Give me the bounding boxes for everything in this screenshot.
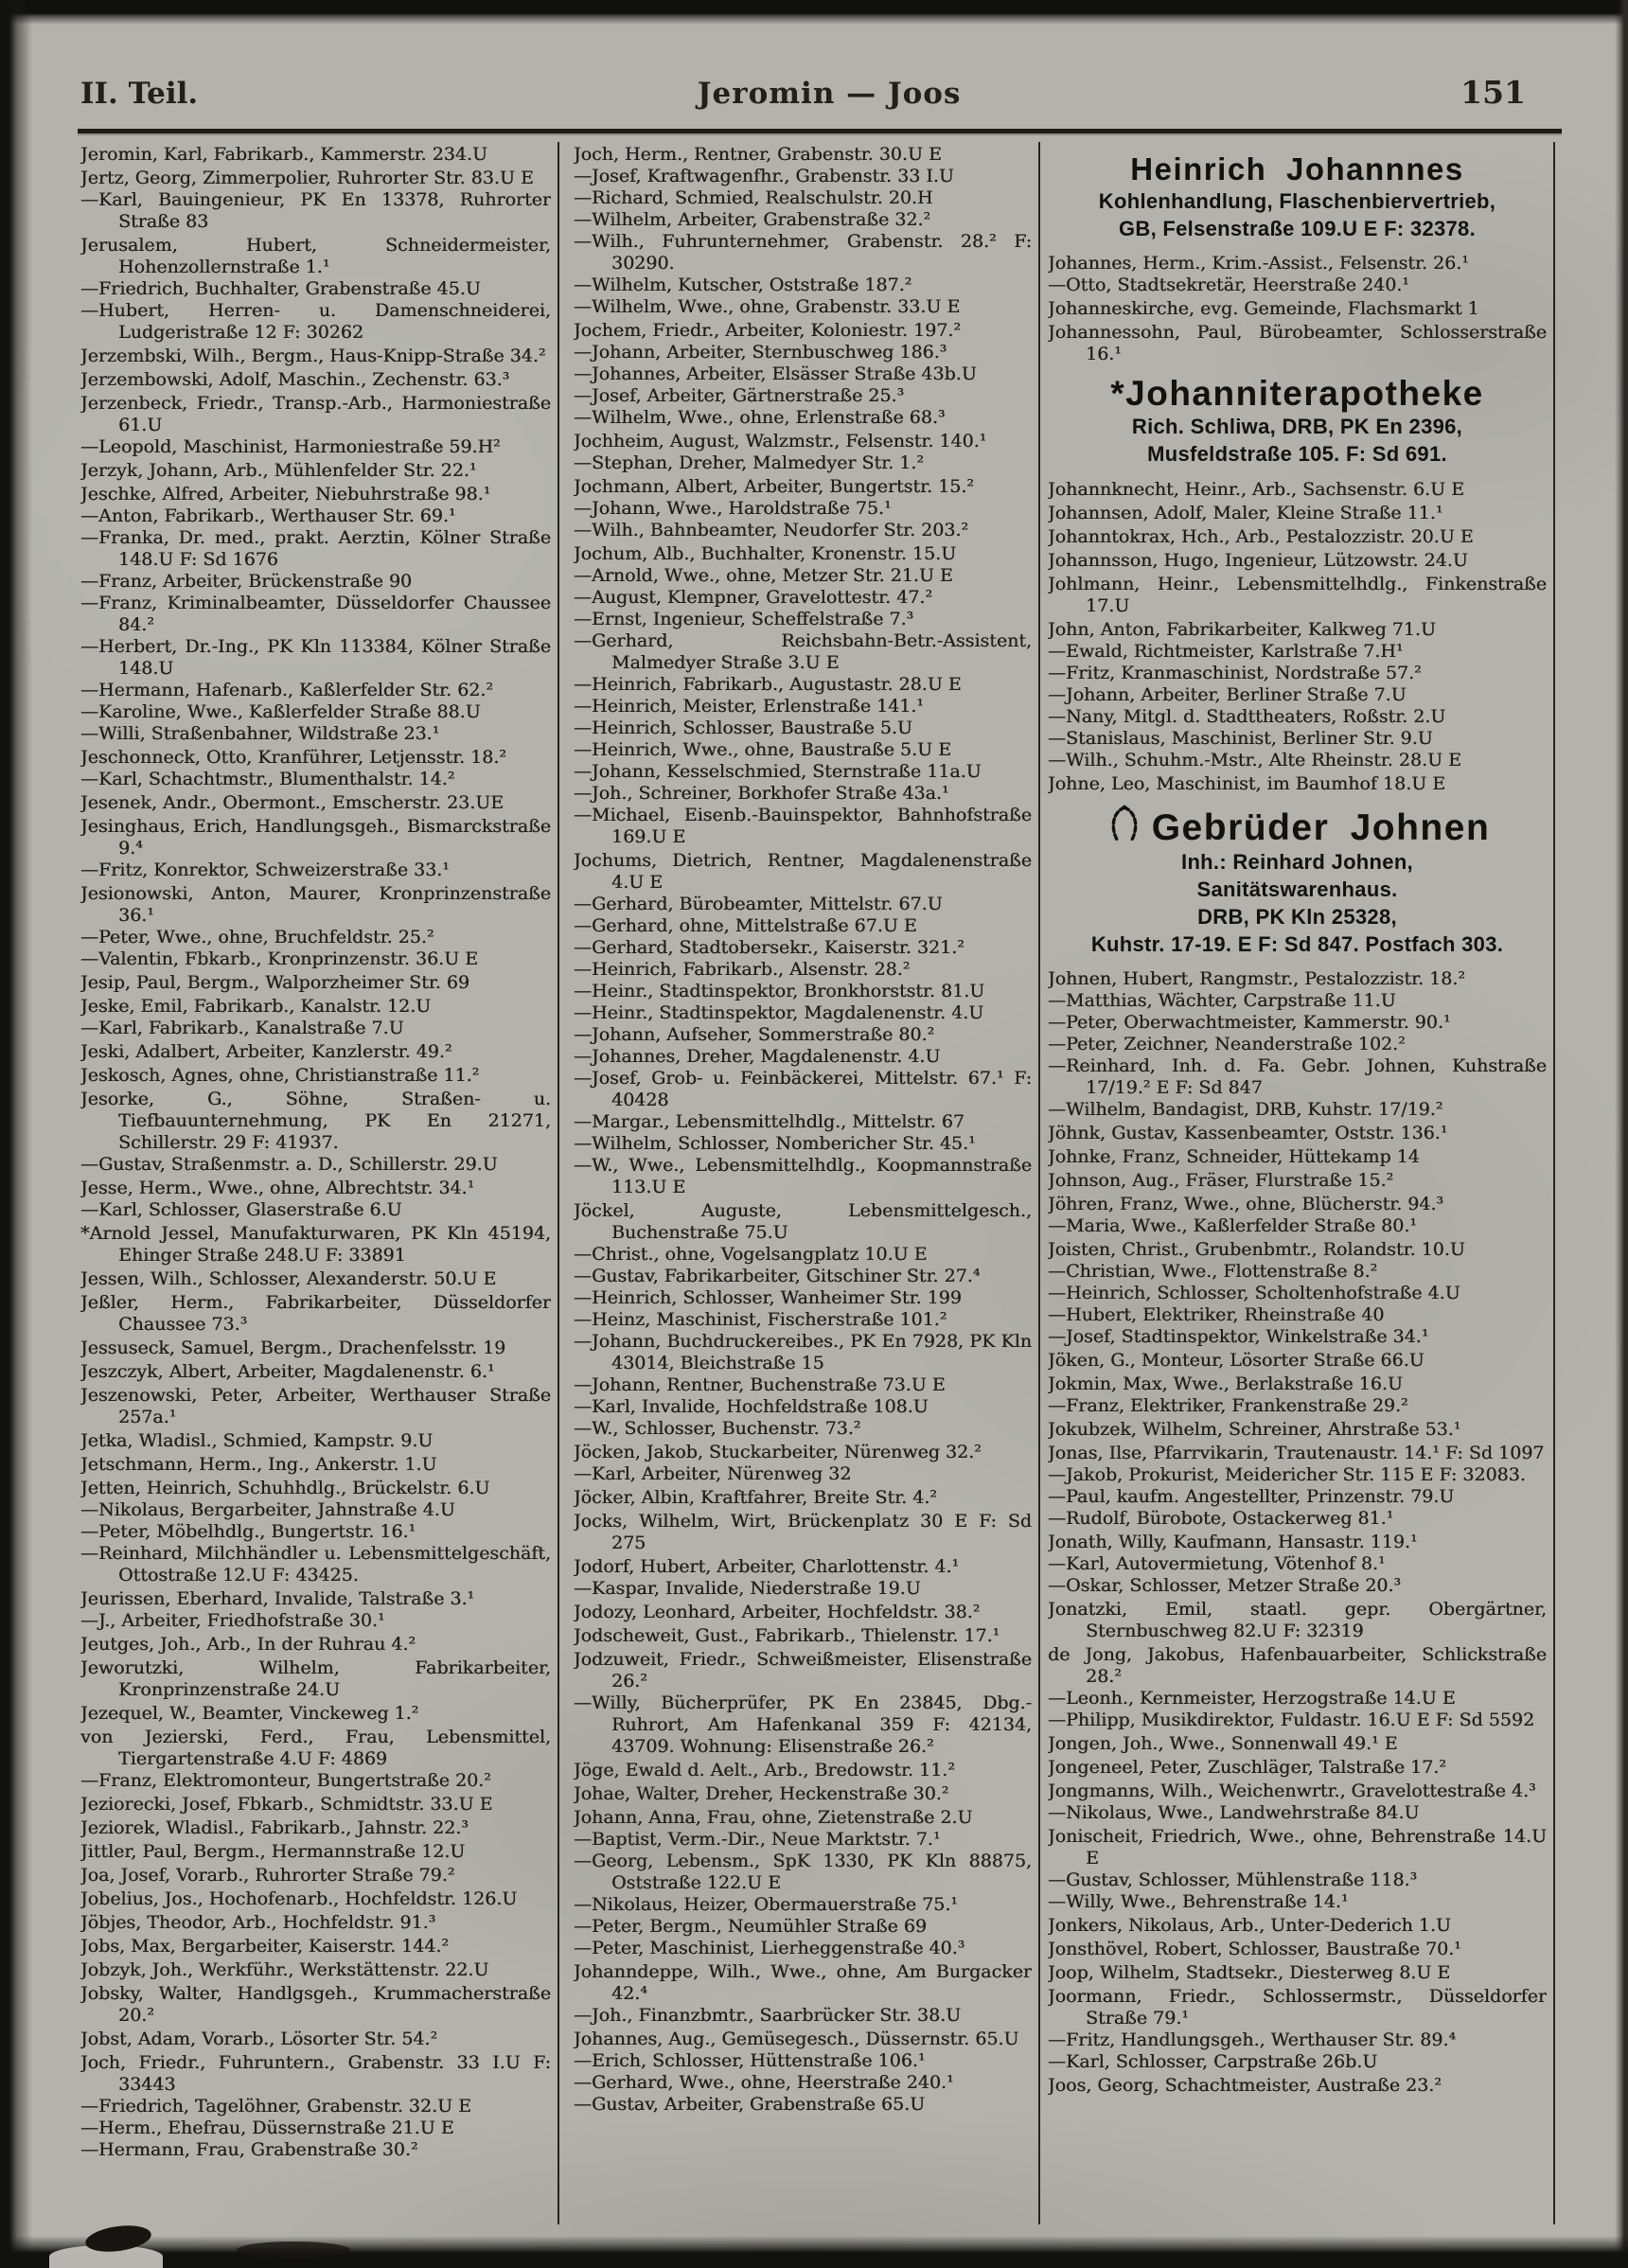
directory-entry: Jerzembowski, Adolf, Maschin., Zechenstr. 63.³ (80, 369, 510, 390)
directory-entry: Jeßler, Herm., Fabrikarbeiter, Düsseldorfer Chaussee 73.³ (80, 1292, 551, 1335)
directory-entry: Jeszenowski, Peter, Arbeiter, Werthauser Straße 257a.¹ (80, 1385, 551, 1427)
directory-entry: Jetschmann, Herm., Ing., Ankerstr. 1.U (80, 1454, 437, 1475)
directory-entry: —Karl, Autovermietung, Vötenhof 8.¹ (1048, 1553, 1386, 1575)
directory-entry: —Peter, Oberwachtmeister, Kammerstr. 90.¹ (1048, 1012, 1451, 1034)
directory-entry: —Willy, Wwe., Behrenstraße 14.¹ (1048, 1891, 1349, 1913)
directory-entry: —Herm., Ehefrau, Düssernstraße 21.U E (80, 2117, 454, 2138)
directory-entry: —Heinr., Stadtinspektor, Magdalenenstr. 4.U (574, 1002, 984, 1023)
directory-entry: Jonsthövel, Robert, Schlosser, Baustraße 70.¹ (1048, 1939, 1461, 1960)
directory-entry: —Wilhelm, Wwe., ohne, Erlenstraße 68.³ (574, 407, 946, 428)
directory-entry: —August, Klempner, Gravelottestr. 47.² (574, 587, 932, 608)
directory-entry: Jesse, Herm., Wwe., ohne, Albrechtstr. 34.¹ (80, 1178, 475, 1198)
ad-title: Heinrich Johannnes (1130, 151, 1464, 186)
directory-entry: Jerusalem, Hubert, Schneidermeister, Hohenzollernstraße 1.¹ (80, 235, 551, 277)
directory-entry: Jöckel, Auguste, Lebensmittelgesch., Buchenstraße 75.U (574, 1200, 1032, 1243)
running-title: Jeromin — Joos (697, 77, 962, 111)
directory-entry: John, Anton, Fabrikarbeiter, Kalkweg 71.U (1048, 618, 1436, 640)
directory-entry: —Heinrich, Wwe., ohne, Baustraße 5.U E (574, 739, 951, 760)
directory-entry: —Peter, Maschinist, Lierheggenstraße 40.³ (574, 1938, 965, 1958)
directory-entry: Jodzuweit, Friedr., Schweißmeister, Elisenstraße 26.² (574, 1649, 1032, 1692)
directory-entry: —Gerhard, Bürobeamter, Mittelstr. 67.U (574, 894, 943, 914)
directory-entry: Johanneskirche, evg. Gemeinde, Flachsmarkt 1 (1048, 298, 1479, 320)
directory-entry: Jongen, Joh., Wwe., Sonnenwall 49.¹ E (1048, 1733, 1398, 1755)
directory-entry: Jittler, Paul, Bergm., Hermannstraße 12.U (80, 1841, 466, 1862)
directory-entry: —Nikolaus, Heizer, Obermauerstraße 75.¹ (574, 1894, 958, 1915)
ink-blotch (237, 2241, 350, 2259)
directory-entry: —Wilhelm, Kutscher, Oststraße 187.² (574, 275, 912, 295)
ad-title: *Johanniterapotheke (1110, 374, 1484, 414)
directory-entry: —Wilhelm, Arbeiter, Grabenstraße 32.² (574, 209, 931, 230)
directory-entry: —Hubert, Herren- u. Damenschneiderei, Ludgeristraße 12 F: 30262 (80, 300, 551, 343)
directory-entry: —Joh., Finanzbmtr., Saarbrücker Str. 38.U (574, 2005, 962, 2026)
directory-entry: Johlmann, Heinr., Lebensmittelhdlg., Finkenstraße 17.U (1048, 573, 1547, 616)
directory-entry: —Herbert, Dr.-Ing., PK Kln 113384, Kölner Straße 148.U (80, 636, 551, 679)
directory-entry: —J., Arbeiter, Friedhofstraße 30.¹ (80, 1610, 385, 1631)
gebrueder-johnen-ad (1048, 804, 1547, 959)
ad-line: DRB, PK Kln 25328, (1197, 905, 1397, 930)
ad-line: GB, Felsenstraße 109.U E F: 32378. (1118, 216, 1477, 240)
directory-entry: Jertz, Georg, Zimmerpolier, Ruhrorter Str. 83.U E (80, 168, 534, 188)
directory-entry: Jeski, Adalbert, Arbeiter, Kanzlerstr. 49.² (80, 1041, 452, 1062)
directory-entry: Johne, Leo, Maschinist, im Baumhof 18.U E (1048, 772, 1446, 794)
directory-entry: —Karl, Invalide, Hochfeldstraße 108.U (574, 1396, 929, 1417)
directory-entry: Jochum, Alb., Buchhalter, Kronenstr. 15.U (574, 543, 957, 564)
ad-line: Rich. Schliwa, DRB, PK En 2396, (1131, 415, 1463, 439)
directory-entry: —Fritz, Kranmaschinist, Nordstraße 57.² (1048, 662, 1422, 683)
directory-entry: —Johann, Wwe., Haroldstraße 75.¹ (574, 498, 892, 519)
directory-entry: —Heinz, Maschinist, Fischerstraße 101.² (574, 1309, 947, 1330)
directory-entry: —Franz, Arbeiter, Brückenstraße 90 (80, 571, 413, 592)
directory-entry: —Ewald, Richtmeister, Karlstraße 7.H¹ (1048, 640, 1404, 662)
directory-entry: —Johann, Rentner, Buchenstraße 73.U E (574, 1374, 946, 1395)
directory-entry: —Johann, Buchdruckereibes., PK En 7928, PK Kln 43014, Bleichstraße 15 (574, 1331, 1032, 1373)
directory-entry: Joa, Josef, Vorarb., Ruhrorter Straße 79.² (80, 1865, 455, 1886)
column-3 (1048, 144, 1547, 2224)
directory-entry: Jochheim, August, Walzmstr., Felsenstr. 140.¹ (574, 431, 987, 452)
directory-entry: —Otto, Stadtsekretär, Heerstraße 240.¹ (1048, 275, 1409, 296)
directory-entry: —Heinrich, Schlosser, Wanheimer Str. 199 (574, 1287, 962, 1308)
directory-entry: —Fritz, Handlungsgeh., Werthauser Str. 89.⁴ (1048, 2029, 1457, 2051)
directory-entry: Jeziorecki, Josef, Fbkarb., Schmidtstr. 33.U E (80, 1794, 493, 1815)
directory-entry: —Johannes, Dreher, Magdalenenstr. 4.U (574, 1046, 941, 1067)
directory-entry: Johann, Anna, Frau, ohne, Zietenstraße 2.U (574, 1807, 973, 1828)
directory-entry: —Peter, Zeichner, Neanderstraße 102.² (1048, 1034, 1406, 1055)
directory-entry: Jokmin, Max, Wwe., Berlakstraße 16.U (1048, 1373, 1403, 1395)
directory-entry: Jöcken, Jakob, Stuckarbeiter, Nürenweg 32.² (574, 1442, 982, 1462)
directory-entry: —Peter, Bergm., Neumühler Straße 69 (574, 1916, 927, 1937)
directory-entry: —Nikolaus, Wwe., Landwehrstraße 84.U (1048, 1802, 1420, 1824)
section-label: II. Teil. (80, 77, 199, 111)
directory-entry: Jezequel, W., Beamter, Vinckeweg 1.² (80, 1703, 419, 1724)
directory-entry: —Stephan, Dreher, Malmedyer Str. 1.² (574, 452, 924, 473)
directory-entry: —Nikolaus, Bergarbeiter, Jahnstraße 4.U (80, 1499, 455, 1520)
directory-entry: Jetka, Wladisl., Schmied, Kampstr. 9.U (80, 1430, 434, 1451)
directory-entry: —Josef, Grob- u. Feinbäckerei, Mittelstr. 67.¹ F: 40428 (574, 1068, 1032, 1110)
directory-entry: —Stanislaus, Maschinist, Berliner Str. 9.U (1048, 727, 1433, 749)
directory-entry: —Hubert, Elektriker, Rheinstraße 40 (1048, 1304, 1385, 1326)
directory-entry: Jerzyk, Johann, Arb., Mühlenfelder Str. 22.¹ (80, 460, 477, 481)
directory-entry: —Gerhard, ohne, Mittelstraße 67.U E (574, 915, 917, 936)
directory-entry: Jeschke, Alfred, Arbeiter, Niebuhrstraße 98.¹ (80, 484, 491, 505)
directory-entry: —Reinhard, Milchhändler u. Lebensmittelgeschäft, Ottostraße 12.U F: 43425. (80, 1543, 551, 1586)
directory-entry: —Rudolf, Bürobote, Ostackerweg 81.¹ (1048, 1508, 1394, 1530)
directory-entry: Jesionowski, Anton, Maurer, Kronprinzenstraße 36.¹ (80, 883, 551, 926)
directory-entry: Jesinghaus, Erich, Handlungsgeh., Bismarckstraße 9.⁴ (80, 816, 551, 859)
scan-edge-right (1615, 0, 1628, 2268)
ad-line: Kohlenhandlung, Flaschenbiervertrieb, (1098, 188, 1496, 213)
directory-entry: Jonatzki, Emil, staatl. gepr. Obergärtner, Sternbuschweg 82.U F: 32319 (1048, 1599, 1547, 1642)
directory-entry: —Leonh., Kernmeister, Herzogstraße 14.U E (1048, 1688, 1456, 1710)
directory-entry: —Karl, Bauingenieur, PK En 13378, Ruhrorter Straße 83 (80, 189, 551, 232)
directory-entry: Jöbjes, Theodor, Arb., Hochfeldstr. 91.³ (80, 1912, 436, 1933)
directory-entry: —Johann, Aufseher, Sommerstraße 80.² (574, 1024, 935, 1045)
directory-entry: —Gerhard, Stadtobersekr., Kaiserstr. 321.² (574, 937, 964, 958)
directory-entry: —Fritz, Konrektor, Schweizerstraße 33.¹ (80, 859, 450, 880)
directory-entry: Johnke, Franz, Schneider, Hüttekamp 14 (1048, 1146, 1420, 1168)
directory-entry: —Franz, Elektriker, Frankenstraße 29.² (1048, 1395, 1408, 1417)
directory-entry: —Wilhelm, Schlosser, Nombericher Str. 45.¹ (574, 1133, 976, 1154)
directory-entry: —Richard, Schmied, Realschulstr. 20.H (574, 187, 933, 208)
directory-entry: Jesip, Paul, Bergm., Walporzheimer Str. 69 (80, 972, 469, 993)
directory-entry: —Karl, Schlosser, Glaserstraße 6.U (80, 1199, 402, 1220)
page-header (80, 74, 1554, 111)
directory-entry: —Johannes, Arbeiter, Elsässer Straße 43b.U (574, 363, 977, 384)
scan-edge-top (0, 0, 1628, 25)
directory-entry: Joch, Friedr., Fuhruntern., Grabenstr. 33 I.U F: 33443 (80, 2052, 551, 2095)
directory-entry: —Karl, Fabrikarb., Kanalstraße 7.U (80, 1018, 404, 1038)
heinrich-johannnes-ad (1048, 152, 1547, 242)
scan-edge-left (0, 0, 32, 2268)
directory-entry: —Valentin, Fbkarb., Kronprinzenstr. 36.U E (80, 948, 479, 969)
ad-line: Musfeldstraße 105. F: Sd 691. (1147, 442, 1447, 467)
directory-entry: Joisten, Christ., Grubenbmtr., Rolandstr. 10.U (1048, 1239, 1465, 1261)
directory-entry: Johnen, Hubert, Rangmstr., Pestalozzistr. 18.² (1048, 968, 1465, 990)
directory-entry: Jocks, Wilhelm, Wirt, Brückenplatz 30 E F: Sd 275 (574, 1511, 1032, 1553)
directory-entry: Jerzembski, Wilh., Bergm., Haus-Knipp-Straße 34.² (80, 346, 546, 366)
directory-entry: Jeworutzki, Wilhelm, Fabrikarbeiter, Kronprinzenstraße 24.U (80, 1657, 551, 1700)
directory-entry: —Arnold, Wwe., ohne, Metzer Str. 21.U E (574, 565, 953, 586)
directory-entry: Jokubzek, Wilhelm, Schreiner, Ahrstraße 53.¹ (1048, 1419, 1461, 1441)
directory-entry: Jodorf, Hubert, Arbeiter, Charlottenstr. 4.¹ (574, 1556, 960, 1577)
directory-entry: Jobzyk, Joh., Werkführ., Werkstättenstr. 22.U (80, 1959, 489, 1980)
directory-entry: —Jakob, Prokurist, Meidericher Str. 115 E F: 32083. (1048, 1464, 1526, 1486)
column-2 (574, 144, 1032, 2224)
directory-entry: —Franka, Dr. med., prakt. Aerztin, Kölner Straße 148.U F: Sd 1676 (80, 527, 551, 570)
directory-entry: —Baptist, Verm.-Dir., Neue Marktstr. 7.¹ (574, 1829, 941, 1850)
directory-entry: —Margar., Lebensmittelhdlg., Mittelstr. 67 (574, 1111, 964, 1132)
directory-entry: —Gustav, Fabrikarbeiter, Gitschiner Str. 27.⁴ (574, 1266, 981, 1286)
directory-entry: —Josef, Kraftwagenfhr., Grabenstr. 33 I.U (574, 166, 954, 186)
directory-entry: —Franz, Elektromonteur, Bungertstraße 20.² (80, 1770, 491, 1791)
directory-entry: Jonkers, Nikolaus, Arb., Unter-Dederich 1.U (1048, 1915, 1451, 1937)
directory-entry: Joormann, Friedr., Schlossermstr., Düsseldorfer Straße 79.¹ (1048, 1986, 1547, 2029)
directory-entry: Jetten, Heinrich, Schuhhdlg., Brückelstr. 6.U (80, 1478, 490, 1498)
directory-entry: Jochums, Dietrich, Rentner, Magdalenenstraße 4.U E (574, 850, 1032, 893)
ad-line: Sanitätswarenhaus. (1196, 877, 1398, 902)
directory-entry: —Ernst, Ingenieur, Scheffelstraße 7.³ (574, 609, 914, 629)
directory-entry: —Heinrich, Fabrikarb., Alsenstr. 28.² (574, 959, 911, 980)
directory-entry: —Willy, Bücherprüfer, PK En 23845, Dbg.-Ruhrort, Am Hafenkanal 359 F: 42134, 43709. Wohnung: Elisenstraße 26.² (574, 1692, 1032, 1757)
ad-line: Kuhstr. 17-19. E F: Sd 847. Postfach 303. (1090, 932, 1504, 957)
directory-entry: —Gerhard, Wwe., ohne, Heerstraße 240.¹ (574, 2072, 954, 2093)
directory-entry: Jerzenbeck, Friedr., Transp.-Arb., Harmoniestraße 61.U (80, 393, 551, 435)
directory-entry: Jeurissen, Eberhard, Invalide, Talstraße 3.¹ (80, 1588, 475, 1609)
directory-entry: Jobsky, Walter, Handlgsgeh., Krummacherstraße 20.² (80, 1983, 551, 2026)
column-divider-2 (1038, 142, 1040, 2224)
directory-entry: —Anton, Fabrikarb., Werthauser Str. 69.¹ (80, 505, 456, 526)
directory-entry: —Heinrich, Fabrikarb., Augustastr. 28.U E (574, 674, 962, 695)
directory-entry: —Josef, Arbeiter, Gärtnerstraße 25.³ (574, 385, 905, 406)
directory-entry: Jochem, Friedr., Arbeiter, Koloniestr. 197.² (574, 320, 961, 341)
johanniterapotheke-ad (1048, 374, 1547, 469)
directory-entry: —W., Schlosser, Buchenstr. 73.² (574, 1418, 861, 1439)
header-rule (78, 129, 1562, 133)
directory-entry: Joop, Wilhelm, Stadtsekr., Diesterweg 8.U E (1048, 1962, 1451, 1984)
directory-entry: —Gustav, Arbeiter, Grabenstraße 65.U (574, 2094, 926, 2115)
directory-entry: —Philipp, Musikdirektor, Fuldastr. 16.U E F: Sd 5592 (1048, 1710, 1535, 1731)
directory-entry: Jobs, Max, Bergarbeiter, Kaiserstr. 144.² (80, 1936, 449, 1957)
directory-entry: —Franz, Kriminalbeamter, Düsseldorfer Chaussee 84.² (80, 593, 551, 635)
directory-entry: —Hermann, Hafenarb., Kaßlerfelder Str. 62.² (80, 680, 493, 700)
directory-entry: —Leopold, Maschinist, Harmoniestraße 59.H² (80, 436, 501, 457)
directory-entry: de Jong, Jakobus, Hafenbauarbeiter, Schlickstraße 28.² (1048, 1644, 1547, 1688)
directory-entry: —Karl, Schlosser, Carpstraße 26b.U (1048, 2051, 1378, 2073)
directory-entry: Jöcker, Albin, Kraftfahrer, Breite Str. 4.² (574, 1487, 937, 1508)
directory-entry: —Josef, Stadtinspektor, Winkelstraße 34.¹ (1048, 1326, 1429, 1348)
directory-entry: Jodscheweit, Gust., Fabrikarb., Thielenstr. 17.¹ (574, 1625, 1000, 1646)
directory-entry: von Jezierski, Ferd., Frau, Lebensmittel, Tiergartenstraße 4.U F: 4869 (80, 1727, 551, 1769)
directory-entry: —Nany, Mitgl. d. Stadttheaters, Roßstr. 2.U (1048, 705, 1446, 727)
directory-entry: Johannsson, Hugo, Ingenieur, Lützowstr. 24.U (1048, 549, 1468, 571)
directory-entry: —Wilh., Schuhm.-Mstr., Alte Rheinstr. 28.U E (1048, 749, 1461, 771)
directory-entry: Johnson, Aug., Fräser, Flurstraße 15.² (1048, 1170, 1394, 1192)
directory-entry: —Wilhelm, Wwe., ohne, Grabenstr. 33.U E (574, 296, 961, 317)
directory-entry: —Heinr., Stadtinspektor, Bronkhorststr. 81.U (574, 981, 985, 1001)
directory-entry: —Maria, Wwe., Kaßlerfelder Straße 80.¹ (1048, 1215, 1417, 1237)
directory-entry: —Peter, Möbelhdlg., Bungertstr. 16.¹ (80, 1521, 416, 1542)
directory-entry: Johannes, Herm., Krim.-Assist., Felsenstr. 26.¹ (1048, 253, 1469, 275)
directory-entry: Jeszczyk, Albert, Arbeiter, Magdalenenstr. 6.¹ (80, 1361, 495, 1382)
directory-entry: —Johann, Arbeiter, Berliner Straße 7.U (1048, 683, 1407, 705)
directory-entry: —Georg, Lebensm., SpK 1330, PK Kln 88875, Oststraße 122.U E (574, 1851, 1032, 1893)
laurel-wreath-icon (1105, 804, 1144, 847)
directory-entry: —Joh., Schreiner, Borkhofer Straße 43a.¹ (574, 783, 949, 804)
directory-entry: Johanntokrax, Hch., Arb., Pestalozzistr. 20.U E (1048, 525, 1474, 547)
directory-entry: Jesorke, G., Söhne, Straßen- u. Tiefbauunternehmung, PK En 21271, Schillerstr. 29 F: 41937. (80, 1089, 551, 1153)
directory-entry: —Wilh., Fuhrunternehmer, Grabenstr. 28.² F: 30290. (574, 231, 1032, 274)
directory-entry: Johanndeppe, Wilh., Wwe., ohne, Am Burgacker 42.⁴ (574, 1961, 1032, 2004)
directory-entry: Jobelius, Jos., Hochofenarb., Hochfeldstr. 126.U (80, 1888, 518, 1909)
column-divider-1 (557, 142, 559, 2224)
directory-entry: —Michael, Eisenb.-Bauinspektor, Bahnhofstraße 169.U E (574, 805, 1032, 847)
directory-entry: Joch, Herm., Rentner, Grabenstr. 30.U E (574, 144, 942, 165)
directory-entry: Jessen, Wilh., Schlosser, Alexanderstr. 50.U E (80, 1268, 497, 1289)
directory-entry: —Karl, Arbeiter, Nürenweg 32 (574, 1463, 852, 1484)
directory-entry: —Hermann, Frau, Grabenstraße 30.² (80, 2139, 418, 2160)
directory-entry: Jeziorek, Wladisl., Fabrikarb., Jahnstr. 22.³ (80, 1817, 469, 1838)
directory-entry: Jöken, G., Monteur, Lösorter Straße 66.U (1048, 1350, 1424, 1372)
directory-entry: —Heinrich, Schlosser, Scholtenhofstraße 4.U (1048, 1283, 1460, 1304)
directory-entry: —Christ., ohne, Vogelsangplatz 10.U E (574, 1244, 928, 1265)
directory-entry: Jöge, Ewald d. Aelt., Arb., Bredowstr. 11.² (574, 1760, 955, 1781)
directory-entry: Joos, Georg, Schachtmeister, Austraße 23.² (1048, 2075, 1442, 2097)
column-1 (80, 144, 551, 2224)
directory-entry: —Gustav, Straßenmstr. a. D., Schillerstr. 29.U (80, 1154, 498, 1175)
directory-entry: Jodozy, Leonhard, Arbeiter, Hochfeldstr. 38.² (574, 1602, 981, 1622)
directory-entry: —Willi, Straßenbahner, Wildstraße 23.¹ (80, 723, 440, 744)
directory-entry: —Johann, Kesselschmied, Sternstraße 11a.U (574, 761, 982, 782)
ad-line: Inh.: Reinhard Johnen, (1181, 850, 1413, 875)
directory-entry: Jonas, Ilse, Pfarrvikarin, Trautenaustr. 14.¹ F: Sd 1097 (1048, 1443, 1545, 1464)
directory-entry: —Friedrich, Buchhalter, Grabenstraße 45.U (80, 278, 481, 299)
directory-entry: —Christian, Wwe., Flottenstraße 8.² (1048, 1261, 1378, 1283)
directory-entry: Johannknecht, Heinr., Arb., Sachsenstr. 6.U E (1048, 478, 1464, 500)
directory-entry: Jeskosch, Agnes, ohne, Christianstraße 11.² (80, 1065, 480, 1086)
directory-entry: Jongmanns, Wilh., Weichenwrtr., Gravelottestraße 4.³ (1048, 1781, 1536, 1802)
directory-entry: Jobst, Adam, Vorarb., Lösorter Str. 54.² (80, 2029, 438, 2049)
directory-entry: —Erich, Schlosser, Hüttenstraße 106.¹ (574, 2050, 926, 2071)
column-divider-right (1553, 142, 1555, 2224)
directory-entry: Johannes, Aug., Gemüsegesch., Düssernstr. 65.U (574, 2029, 1019, 2049)
directory-entry: Jesenek, Andr., Obermont., Emscherstr. 23.UE (80, 792, 504, 813)
directory-entry: —Karoline, Wwe., Kaßlerfelder Straße 88.U (80, 701, 481, 722)
page-number: 151 (1460, 74, 1526, 111)
directory-entry: —Oskar, Schlosser, Metzer Straße 20.³ (1048, 1575, 1402, 1597)
directory-entry: Jeromin, Karl, Fabrikarb., Kammerstr. 234.U (80, 144, 487, 165)
directory-entry: Jonath, Willy, Kaufmann, Hansastr. 119.¹ (1048, 1532, 1418, 1553)
directory-entry: —Paul, kaufm. Angestellter, Prinzenstr. 79.U (1048, 1486, 1455, 1508)
directory-entry: Jongeneel, Peter, Zuschläger, Talstraße 17.² (1048, 1757, 1446, 1779)
directory-entry: —Wilhelm, Bandagist, DRB, Kuhstr. 17/19.² (1048, 1099, 1443, 1121)
directory-entry: —Heinrich, Meister, Erlenstraße 141.¹ (574, 696, 924, 717)
directory-entry: —Reinhard, Inh. d. Fa. Gebr. Johnen, Kuhstraße 17/19.² E F: Sd 847 (1048, 1055, 1547, 1099)
directory-entry: Jeske, Emil, Fabrikarb., Kanalstr. 12.U (80, 996, 432, 1017)
directory-entry: Johannessohn, Paul, Bürobeamter, Schlosserstraße 16.¹ (1048, 322, 1547, 365)
directory-entry: Jeschonneck, Otto, Kranführer, Letjensstr. 18.² (80, 747, 506, 768)
directory-entry: —Kaspar, Invalide, Niederstraße 19.U (574, 1578, 921, 1599)
directory-entry: Jonischeit, Friedrich, Wwe., ohne, Behrenstraße 14.U E (1048, 1826, 1547, 1869)
directory-entry: —Heinrich, Schlosser, Baustraße 5.U (574, 718, 912, 738)
directory-entry: Jeutges, Joh., Arb., In der Ruhrau 4.² (80, 1634, 416, 1655)
directory-entry: *Arnold Jessel, Manufakturwaren, PK Kln 45194, Ehinger Straße 248.U F: 33891 (80, 1223, 551, 1266)
directory-entry: Jessuseck, Samuel, Bergm., Drachenfelsstr. 19 (80, 1338, 506, 1358)
directory-entry: Jochmann, Albert, Arbeiter, Bungertstr. 15.² (574, 476, 974, 497)
directory-entry: —W., Wwe., Lebensmittelhdlg., Koopmannstraße 113.U E (574, 1155, 1032, 1197)
ad-title: Gebrüder Johnen (1048, 804, 1547, 849)
directory-entry: Jöhnk, Gustav, Kassenbeamter, Oststr. 136.¹ (1048, 1123, 1448, 1144)
directory-entry: —Wilh., Bahnbeamter, Neudorfer Str. 203.² (574, 520, 969, 540)
directory-entry: —Gerhard, Reichsbahn-Betr.-Assistent, Malmedyer Straße 3.U E (574, 630, 1032, 673)
directory-entry: —Matthias, Wächter, Carpstraße 11.U (1048, 990, 1396, 1012)
directory-entry: Johae, Walter, Dreher, Heckenstraße 30.² (574, 1783, 949, 1804)
directory-entry: —Gustav, Schlosser, Mühlenstraße 118.³ (1048, 1869, 1418, 1891)
directory-entry: —Peter, Wwe., ohne, Bruchfeldstr. 25.² (80, 927, 434, 948)
directory-entry: —Johann, Arbeiter, Sternbuschweg 186.³ (574, 342, 947, 363)
directory-entry: —Friedrich, Tagelöhner, Grabenstr. 32.U E (80, 2096, 471, 2117)
directory-entry: Johannsen, Adolf, Maler, Kleine Straße 11.¹ (1048, 502, 1443, 523)
directory-entry: Jöhren, Franz, Wwe., ohne, Blücherstr. 94.³ (1048, 1194, 1444, 1215)
directory-entry: —Karl, Schachtmstr., Blumenthalstr. 14.² (80, 769, 455, 789)
